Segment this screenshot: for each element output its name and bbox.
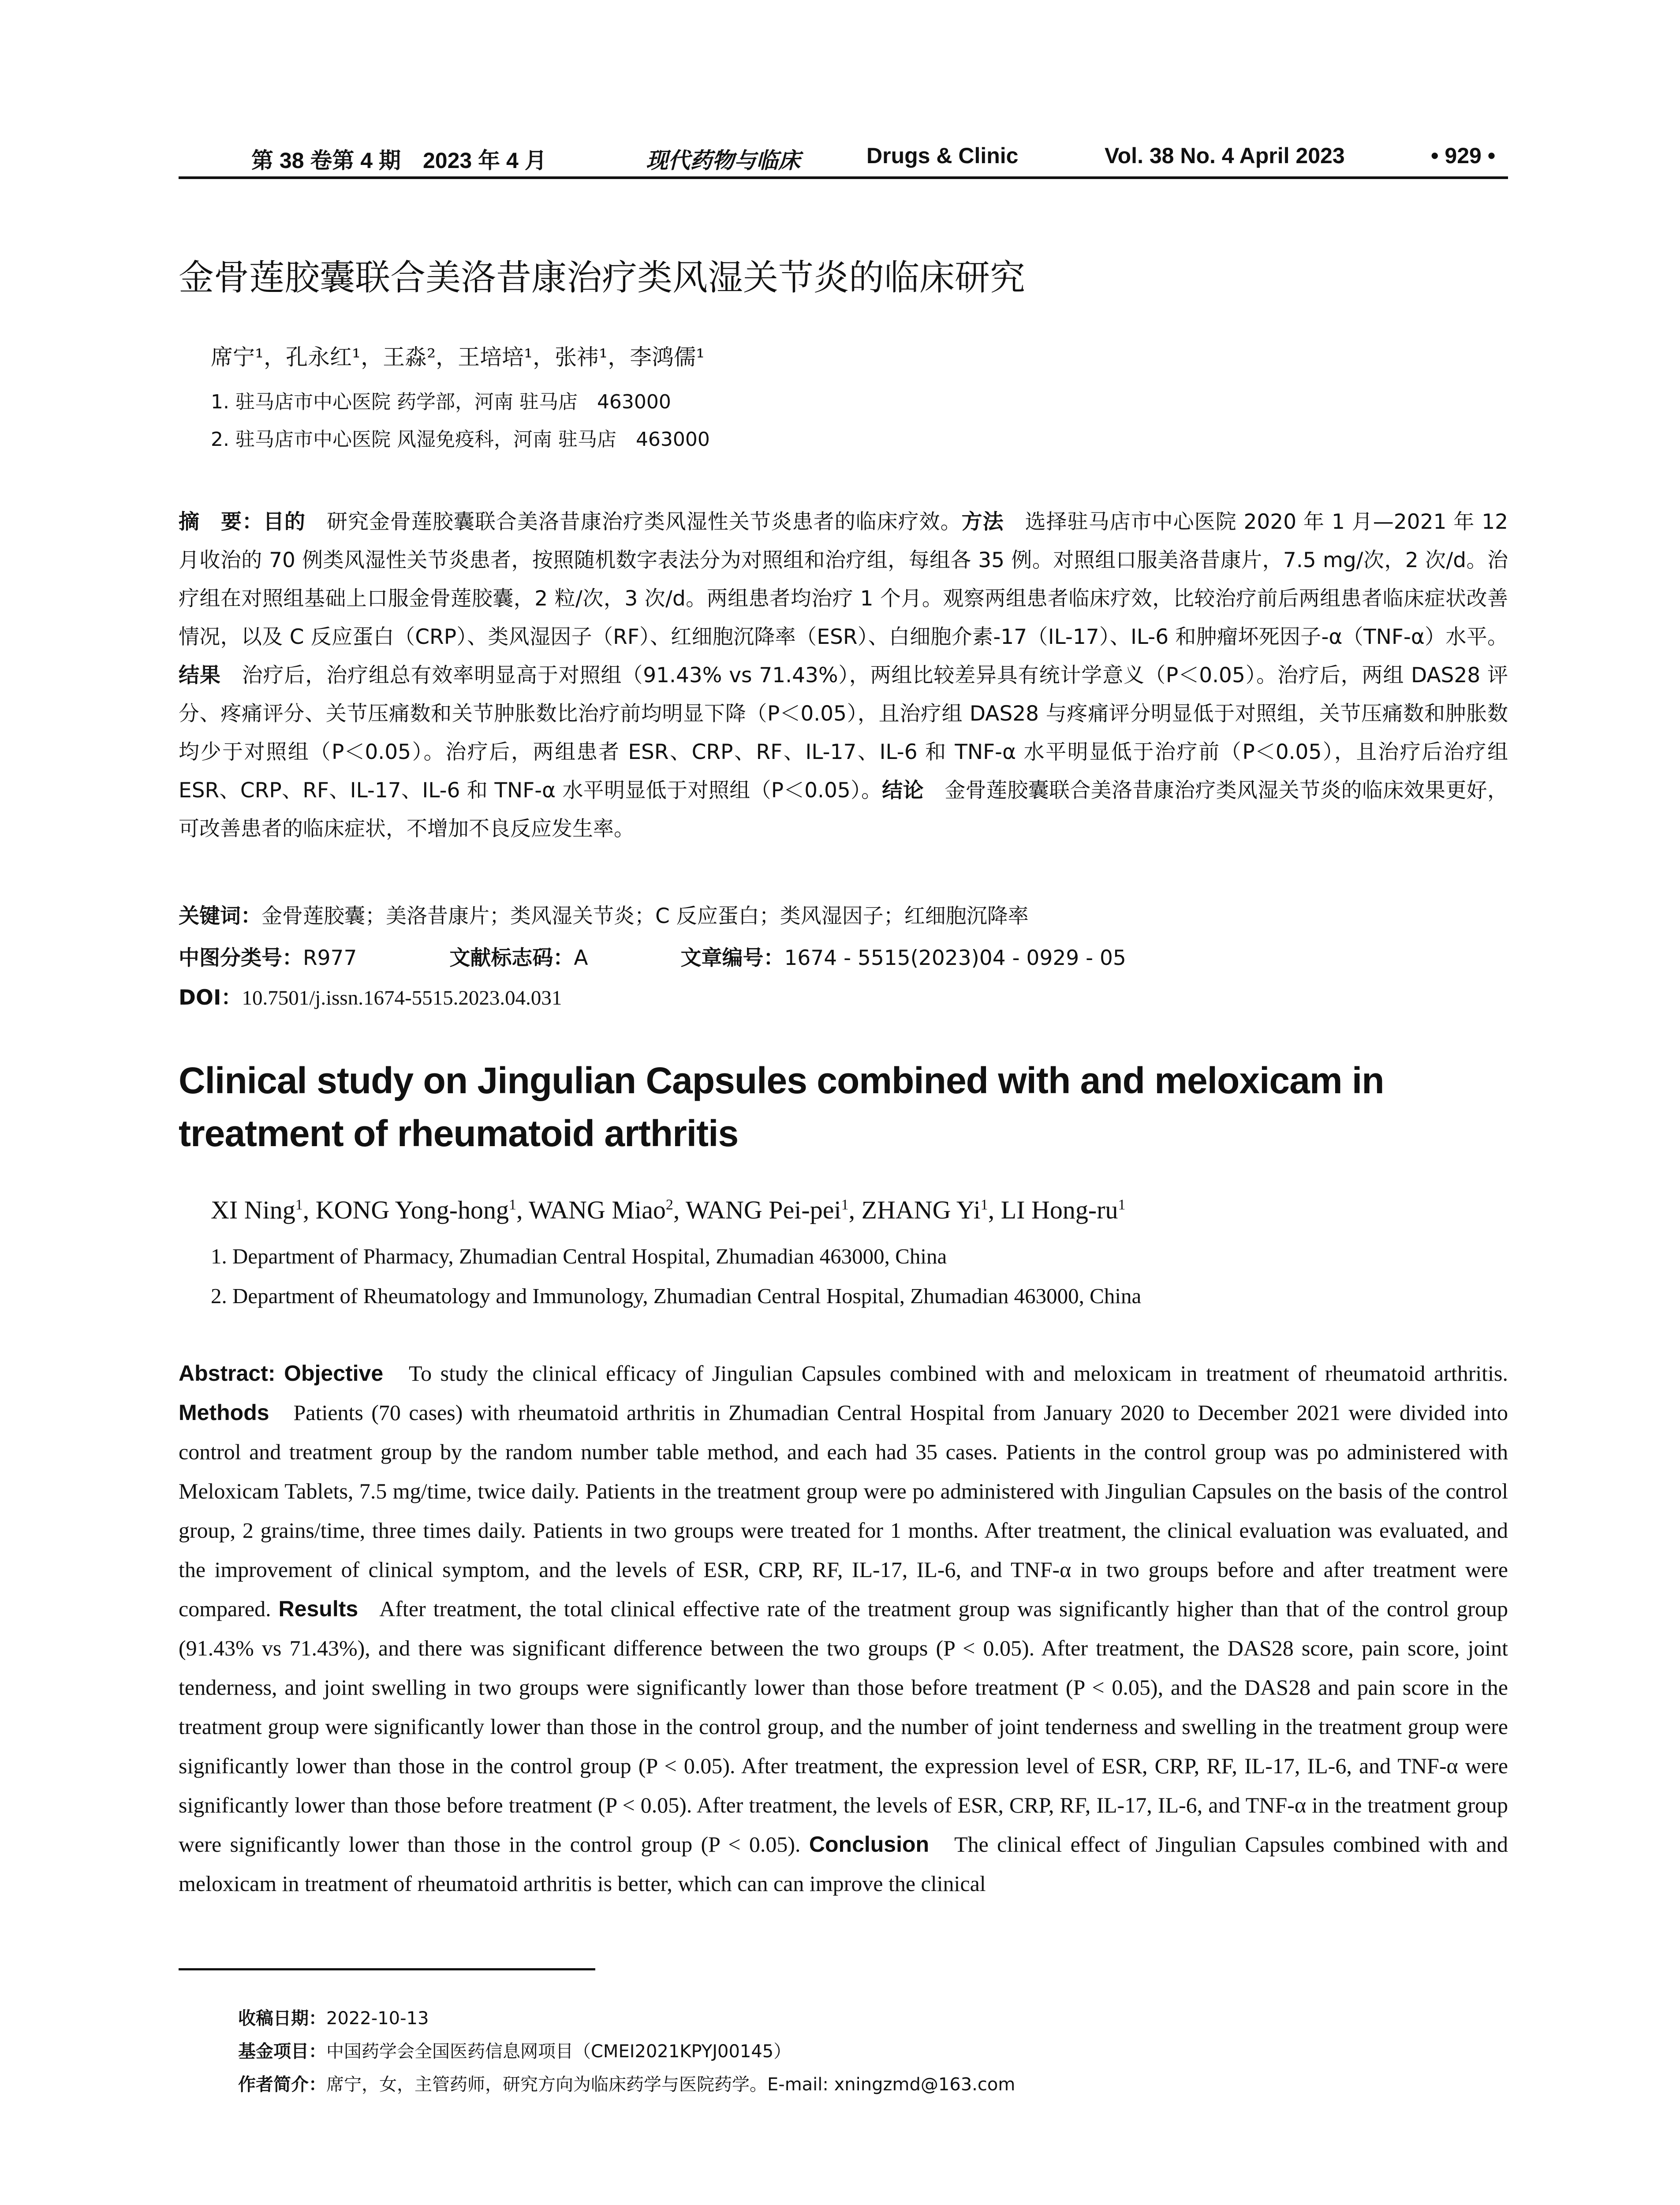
cn-clc: R977: [303, 946, 357, 970]
en-abstract: [179, 1354, 1508, 1903]
cn-affiliation-2: 2. 驻马店市中心医院 风湿免疫科，河南 驻马店 463000: [211, 428, 710, 451]
en-affiliation-1: 1. Department of Pharmacy, Zhumadian Central Hospital, Zhumadian 463000, China: [211, 1244, 947, 1268]
cn-authors: 席宁¹，孔永红¹，王淼²，王培培¹，张祎¹，李鸿儒¹: [211, 344, 705, 370]
en-author: XI Ning: [211, 1196, 295, 1224]
en-author: KONG Yong-hong: [315, 1196, 509, 1224]
author-bio: 席宁，女，主管药师，研究方向为临床药学与医院药学。E-mail: xningzmd@163.com: [326, 2074, 1015, 2095]
cn-classification-line: [179, 942, 1508, 971]
cn-conclusion-label: 结论: [882, 778, 924, 803]
en-objective-label: Objective: [284, 1361, 384, 1386]
cn-doi-label: DOI：: [179, 986, 242, 1010]
running-header: [179, 140, 1508, 176]
cn-article: 1674 - 5515(2023)04 - 0929 - 05: [784, 946, 1126, 970]
header-issue-cn: 第 38 卷第 4 期 2023 年 4 月: [251, 148, 547, 173]
en-author: LI Hong-ru: [1001, 1196, 1118, 1224]
en-author: WANG Pei-pei: [685, 1196, 841, 1224]
cn-title: 金骨莲胶囊联合美洛昔康治疗类风湿关节炎的临床研究: [179, 257, 1025, 298]
en-author-aff: 1: [980, 1196, 988, 1213]
en-authors: XI Ning$^1$, KONG Yong-hong$^1$, WANG Miao$^2$, WANG Pei-pei$^1$, ZHANG Yi$^1$, LI Hong-$ru^1$: [211, 1196, 1126, 1224]
author-bio-label: 作者简介：: [238, 2074, 326, 2095]
cn-results-label: 结果: [179, 663, 221, 688]
en-methods-label: Methods: [179, 1400, 269, 1425]
en-author-aff: 1: [841, 1196, 849, 1213]
en-conclusion-label: Conclusion: [809, 1832, 930, 1857]
en-results: After treatment, the total clinical effective rate of the treatment group was significantly higher than that of the control group (91.43% vs 71.43%), and there was significant difference between the two groups (P < 0.05). After treatment, the DAS28 score, pain score, joint tenderness, and joint swelling in two groups were significantly lower than those before treatment (P < 0.05), and the DAS28 and pain score in the treatment group were significantly lower than those in the control group, and the number of joint tenderness and swelling in the treatment group were significantly lower than those in the control group (P < 0.05). After treatment, the expression level of ESR, CRP, RF, IL-17, IL-6, and TNF-α were significantly lower than those before treatment (P < 0.05). After treatment, the levels of ESR, CRP, RF, IL-17, IL-6, and TNF-α in the treatment group were significantly lower than those in the control group (P < 0.05).: [179, 1596, 1508, 1857]
cn-abstract: [179, 503, 1508, 848]
en-abstract-label: Abstract:: [179, 1361, 276, 1386]
header-rule: [179, 176, 1508, 179]
fund-label: 基金项目：: [238, 2041, 326, 2062]
footnote-rule: [179, 1968, 595, 1970]
cn-doc: A: [574, 946, 588, 970]
footnote-fund: [238, 2037, 791, 2063]
cn-results: 治疗后，治疗组总有效率明显高于对照组（91.43% vs 71.43%），两组比较差异具有统计学意义（P＜0.05）。治疗后，两组 DAS28 评分、疼痛评分、关节压痛数和关节肿胀数比治疗前均明显下降（P＜0.05），且治疗组 DAS28 与疼痛评分明显低于对照组，关节压痛数和肿胀数均少于对照组（P＜0.05）。治疗后，两组患者 ESR、CRP、RF、IL-17、IL-6 和 TNF-α 水平明显低于治疗前（P＜0.05），且治疗后治疗组 ESR、CRP、RF、IL-17、IL-6 和 TNF-α 水平明显低于对照组（P＜0.05）。: [179, 663, 1508, 803]
cn-doi-line: [179, 981, 1508, 1011]
cn-objective: 研究金骨莲胶囊联合美洛昔康治疗类风湿性关节炎患者的临床疗效。: [326, 510, 962, 534]
header-page-number: • 929 •: [1431, 143, 1496, 168]
en-objective: To study the clinical efficacy of Jingulian Capsules combined with and meloxicam in treatment of rheumatoid arthritis.: [409, 1361, 1508, 1386]
en-author: WANG Miao: [528, 1196, 666, 1224]
en-results-label: Results: [278, 1596, 358, 1621]
header-issue-en: Vol. 38 No. 4 April 2023: [1105, 143, 1345, 168]
cn-keywords: 金骨莲胶囊；美洛昔康片；类风湿关节炎；C 反应蛋白；类风湿因子；红细胞沉降率: [261, 904, 1029, 928]
en-author-aff: 1: [295, 1196, 303, 1213]
cn-methods: 选择驻马店市中心医院 2020 年 1 月—2021 年 12 月收治的 70 例类风湿性关节炎患者，按照随机数字表法分为对照组和治疗组，每组各 35 例。对照组口服美洛昔康片，7.5 mg/次，2 次/d。治疗组在对照组基础上口服金骨莲胶囊，2 粒/次，3 次/d。两组患者均治疗 1 个月。观察两组患者临床疗效，比较治疗前后两组患者临床症状改善情况，以及 C 反应蛋白（CRP）、类风湿因子（RF）、红细胞沉降率（ESR）、白细胞介素-17（IL-17）、IL-6 和肿瘤坏死因子-α（TNF-α）水平。: [179, 510, 1508, 649]
cn-doc-label: 文献标志码：: [449, 946, 574, 970]
cn-objective-label: 目的: [263, 510, 306, 534]
cn-keywords-line: [179, 900, 1508, 929]
en-affiliation-2: 2. Department of Rheumatology and Immunology, Zhumadian Central Hospital, Zhumadian 463000, China: [211, 1284, 1142, 1308]
en-author-aff: 1: [509, 1196, 516, 1213]
received-date: 2022-10-13: [326, 2008, 429, 2029]
footnote-received: [238, 2004, 429, 2029]
cn-methods-label: 方法: [961, 510, 1004, 534]
en-author-aff: 1: [1118, 1196, 1126, 1213]
fund-text: 中国药学会全国医药信息网项目（CMEI2021KPYJ00145）: [326, 2041, 791, 2062]
cn-doi: 10.7501/j.issn.1674-5515.2023.04.031: [242, 987, 562, 1009]
cn-affiliation-1: 1. 驻马店市中心医院 药学部，河南 驻马店 463000: [211, 391, 671, 413]
footnote-author: [238, 2070, 1015, 2096]
cn-conclusion: 金骨莲胶囊联合美洛昔康治疗类风湿关节炎的临床效果更好，可改善患者的临床症状，不增加不良反应发生率。: [179, 778, 1508, 841]
header-journal-cn: 现代药物与临床: [646, 148, 800, 173]
cn-keywords-label: 关键词：: [179, 904, 261, 928]
en-author-aff: 2: [665, 1196, 673, 1213]
header-journal-en: Drugs & Clinic: [866, 143, 1019, 168]
cn-article-label: 文章编号：: [680, 946, 784, 970]
cn-abstract-label: 摘 要：: [179, 510, 263, 534]
received-label: 收稿日期：: [238, 2008, 326, 2029]
en-methods: Patients (70 cases) with rheumatoid arthritis in Zhumadian Central Hospital from January 2020 to December 2021 were divided into control and treatment group by the random number table method, and each had 35 cases. Patients in the control group was po administered with Meloxicam Tablets, 7.5 mg/time, twice daily. Patients in the treatment group were po administered with Jingulian Capsules on the basis of the control group, 2 grains/time, three times daily. Patients in two groups were treated for 1 months. After treatment, the clinical evaluation was evaluated, and the improvement of clinical symptom, and the levels of ESR, CRP, RF, IL-17, IL-6, and TNF-α in two groups before and after treatment were compared.: [179, 1400, 1508, 1621]
cn-clc-label: 中图分类号：: [179, 946, 303, 970]
en-conclusion: The clinical effect of Jingulian Capsules combined with and meloxicam in treatment of rheumatoid arthritis is better, which can can improve the clinical: [179, 1832, 1508, 1896]
en-author: ZHANG Yi: [861, 1196, 981, 1224]
en-title: Clinical study on Jingulian Capsules combined with and meloxicam in treatment of rheumatoid arthritis: [179, 1060, 1384, 1154]
